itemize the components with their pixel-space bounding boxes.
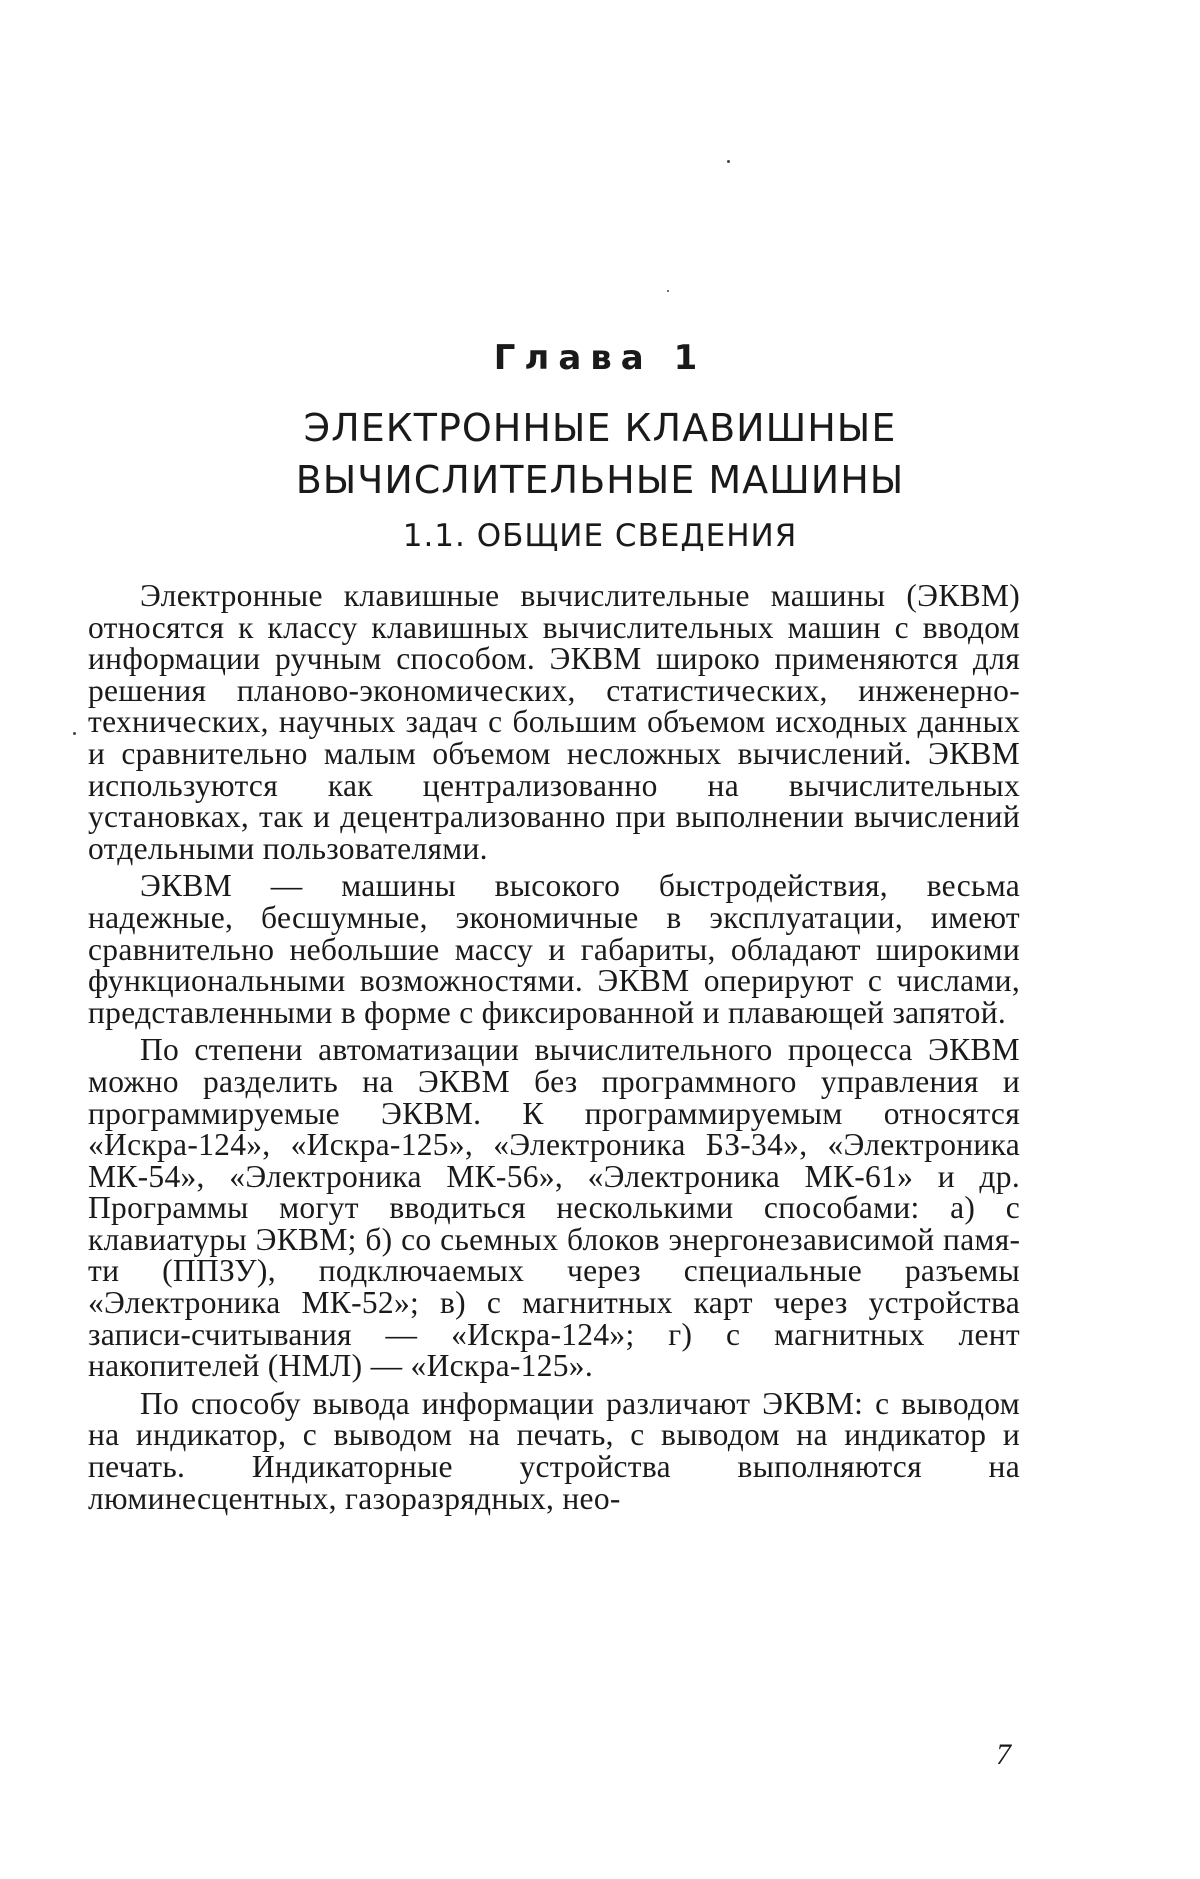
body-text [88,580,1020,1520]
paragraph-3: По степени автоматизации вычислительного процесса ЭКВМ можно разделить на ЭКВМ без программного управления и программируемые ЭКВМ. К программируемым относятся «Искра-124», «Искра-125», «Электроника БЗ-34», «Электроника МК-54», «Электроника МК-56», «Электроника МК-61» и др. Программы могут вводиться несколькими способами: а) с клавиатуры ЭКВМ; б) со сьемных блоков энергонезависимой памяти (ППЗУ), подключаемых через специальные разъемы «Электроника МК-52»; в) с магнитных карт через устройства записи-считывания — «Искра-124»; г) с магнитных лент накопителей (НМЛ) — «Искра-125». [88,1032,1020,1384]
section-title: 1.1. ОБЩИЕ СВЕДЕНИЯ [402,518,798,554]
chapter-title-line-2: ВЫЧИСЛИТЕЛЬНЫЕ МАШИНЫ [295,458,905,502]
paragraph-2: ЭКВМ — машины высокого быстродействия, весьма надежные, бесшумные, экономичные в эксплуатации, имеют сравнительно небольшие массу и габариты, обладают широкими функциональными возможностями. ЭКВМ оперируют с числами, представленными в форме с фиксированной и плавающей запятой. [88,868,1020,1030]
chapter-label: Глава 1 [493,338,707,378]
print-speck [727,160,730,163]
paragraph-1: Электронные клавишные вычислительные машины (ЭКВМ) относятся к классу клавишных вычислительных машин с вводом информации ручным способом. ЭКВМ широко применяются для решения планово-экономических, статистических, инженерно-технических, научных задач с большим объемом исходных данных и сравнительно малым объемом несложных вычислений. ЭКВМ используются как централизованно на вычислительных установках, так и децентрализованно при выполнении вычислений отдельными пользователями. [88,578,1020,866]
paragraph-4: По способу вывода информации различают ЭКВМ: с выводом на индикатор, с выводом на печать, с выводом на индикатор и печать. Индикаторные устройства выполняются на люминесцентных, газоразрядных, нео- [88,1385,1020,1516]
print-speck [667,290,669,292]
chapter-title-line-1: ЭЛЕКТРОННЫЕ КЛАВИШНЫЕ [303,406,897,450]
chapter-title [0,402,1200,506]
print-speck [73,732,76,735]
page-number: 7 [996,1738,1011,1771]
